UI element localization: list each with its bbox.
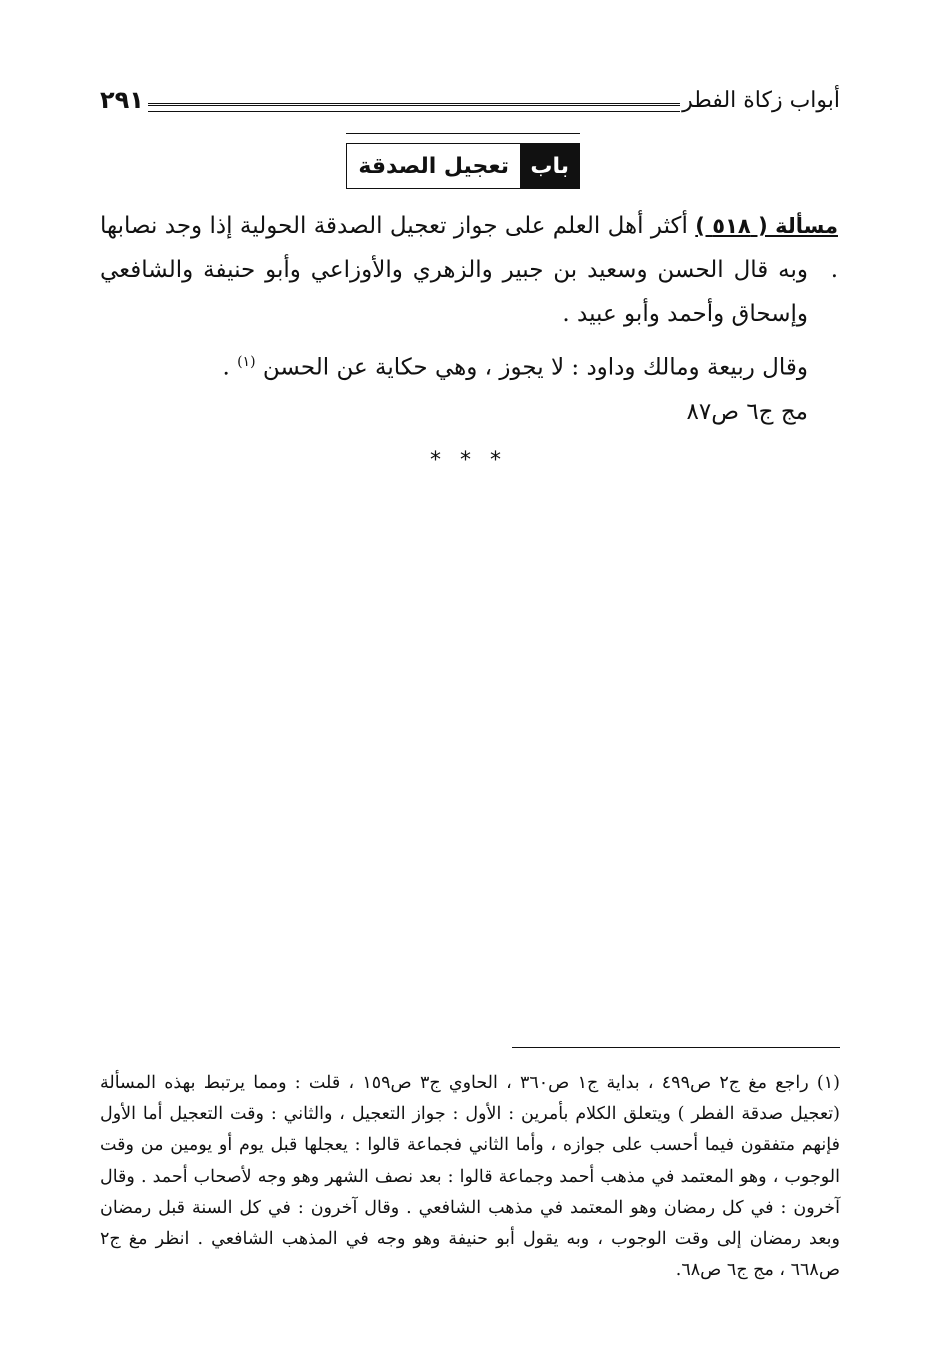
paragraph-opinions-text: وبه قال الحسن وسعيد بن جبير والزهري والأوزاعي وأبو حنيفة والشافعي وإسحاق وأحمد وأبو عبيد .: [100, 257, 808, 327]
chapter-overline: [346, 133, 580, 134]
paragraph-dissent: [100, 340, 838, 390]
chapter-prefix: باب: [520, 144, 579, 188]
paragraph-opinions: [100, 248, 838, 336]
footnote-rule: [512, 1047, 840, 1048]
footnote: [100, 1068, 840, 1286]
footnote-reference: (١): [237, 354, 256, 370]
chapter-title: تعجيل الصدقة: [358, 153, 510, 179]
issue-text: أكثر أهل العلم على جواز تعجيل الصدقة الحولية إذا وجد نصابها .: [100, 213, 838, 283]
page-header: [100, 86, 840, 126]
page-number: ٢٩١: [100, 86, 144, 114]
paragraph-source: [100, 390, 838, 434]
footnote-text: (١) راجع مغ ج٢ ص٤٩٩ ، بداية ج١ ص٣٦٠ ، الحاوي ج٣ ص١٥٩ ، قلت : ومما يرتبط بهذه المسألة (تعجيل صدقة الفطر ) ويتعلق الكلام بأمرين : الأول : جواز التعجيل ، والثاني : وقت التعجيل أما الأول فإنهم متفقون فيما أحسب على جوازه ، وأما الثاني فجماعة قالوا : يعجلها قبل يوم أو يومين من وقت الوجوب ، وهو المعتمد في مذهب أحمد وجماعة قالوا : بعد نصف الشهر وهو وجه لأصحاب أحمد . وقال آخرون : في كل رمضان وهو المعتمد في مذهب الشافعي . وقال آخرون : في كل السنة قبل رمضان وبعد رمضان إلى وقت الوجوب ، وبه يقول أبو حنيفة وهو وجه في المذهب الشافعي . انظر مغ ج٢ ص٦٦٨ ، مج ج٦ ص٦٨.: [100, 1073, 840, 1281]
header-rule: [148, 103, 680, 112]
paragraph-dissent-end: .: [222, 354, 230, 381]
chapter-heading: [346, 143, 580, 189]
running-title: أبواب زكاة الفطر: [682, 88, 840, 113]
section-separator: * * *: [430, 448, 507, 473]
paragraph-dissent-text: وقال ربيعة ومالك وداود : لا يجوز ، وهي حكاية عن الحسن: [262, 354, 808, 381]
paragraph-source-text: مج ج٦ ص٨٧: [686, 399, 808, 425]
issue-label: مسألة ( ٥١٨ ): [695, 214, 838, 238]
